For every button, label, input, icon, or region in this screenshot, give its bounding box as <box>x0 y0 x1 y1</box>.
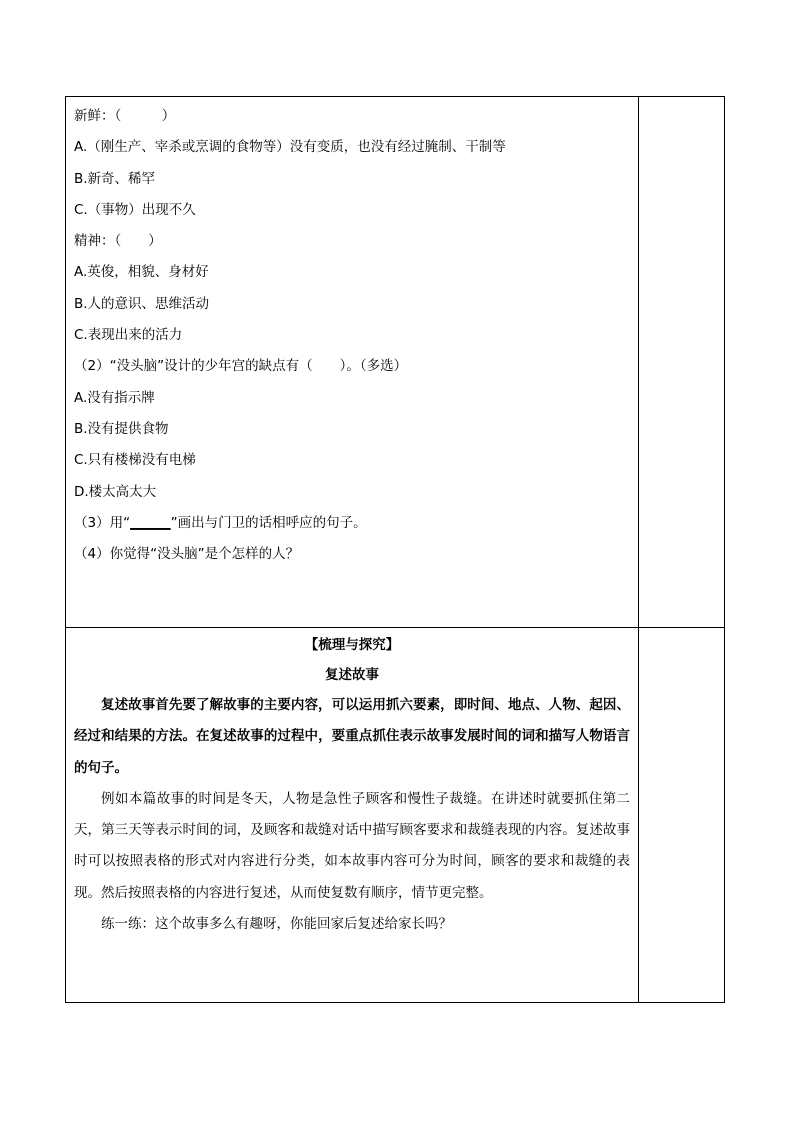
q-jingshen-label: 精神：（ ） <box>74 233 162 250</box>
explore-row <box>66 628 725 1003</box>
worksheet-table <box>65 96 725 1003</box>
side-blank-cell <box>639 628 725 1003</box>
option-2-d: D.楼太高太大 <box>74 483 157 500</box>
example-paragraph: 例如本篇故事的时间是冬天，人物是急性子顾客和慢性子裁缝。在讲述时就要抓住第二天，第三天等表示时间的词，及顾客和裁缝对话中描写顾客要求和裁缝表现的内容。复述故事时可以按照表格的形式对内容进行分类，如本故事内容可分为时间，顾客的要求和裁缝的表现。然后按照表格的内容进行复述，从而使复数有顺序，情节更完整。 <box>74 790 630 901</box>
option-2-c: C.只有楼梯没有电梯 <box>74 452 196 469</box>
exercise-row <box>66 97 725 628</box>
question-3-suffix: ”画出与门卫的话相呼应的句子。 <box>170 514 367 531</box>
question-3 <box>74 508 630 539</box>
section-heading: 【梳理与探究】 <box>304 637 400 653</box>
underline-blank: ______ <box>130 514 171 531</box>
method-paragraph: 复述故事首先要了解故事的主要内容，可以运用抓六要素，即时间、地点、人物、起因、经过和结果的方法。在复述故事的过程中，要重点抓住表示故事发展时间的词和描写人物语言的句子。 <box>74 697 630 776</box>
option-jingshen-a: A.英俊，相貌、身材好 <box>74 264 209 281</box>
option-2-a: A.没有指示牌 <box>74 389 155 406</box>
section-subheading: 复述故事 <box>325 667 379 683</box>
question-4: （4）你觉得“没头脑”是个怎样的人？ <box>74 546 300 563</box>
side-blank-cell <box>639 97 725 628</box>
q-xinxian-label: 新鲜：（ ） <box>74 108 176 124</box>
option-xinxian-a: A.（刚生产、宰杀或烹调的食物等）没有变质，也没有经过腌制、干制等 <box>74 139 506 156</box>
practice-prompt: 练一练：这个故事多么有趣呀，你能回家后复述给家长吗？ <box>101 916 452 933</box>
option-xinxian-b: B.新奇、稀罕 <box>74 170 156 187</box>
option-2-b: B.没有提供食物 <box>74 420 169 437</box>
option-jingshen-b: B.人的意识、思维活动 <box>74 295 210 312</box>
question-2: （2）“没头脑”设计的少年宫的缺点有（ ）。（多选） <box>74 358 408 375</box>
option-jingshen-c: C.表现出来的活力 <box>74 327 183 344</box>
option-xinxian-c: C.（事物）出现不久 <box>74 201 196 218</box>
exercise-cell <box>66 97 639 628</box>
explore-cell <box>66 628 639 1003</box>
question-3-prefix: （3）用“ <box>74 514 131 531</box>
